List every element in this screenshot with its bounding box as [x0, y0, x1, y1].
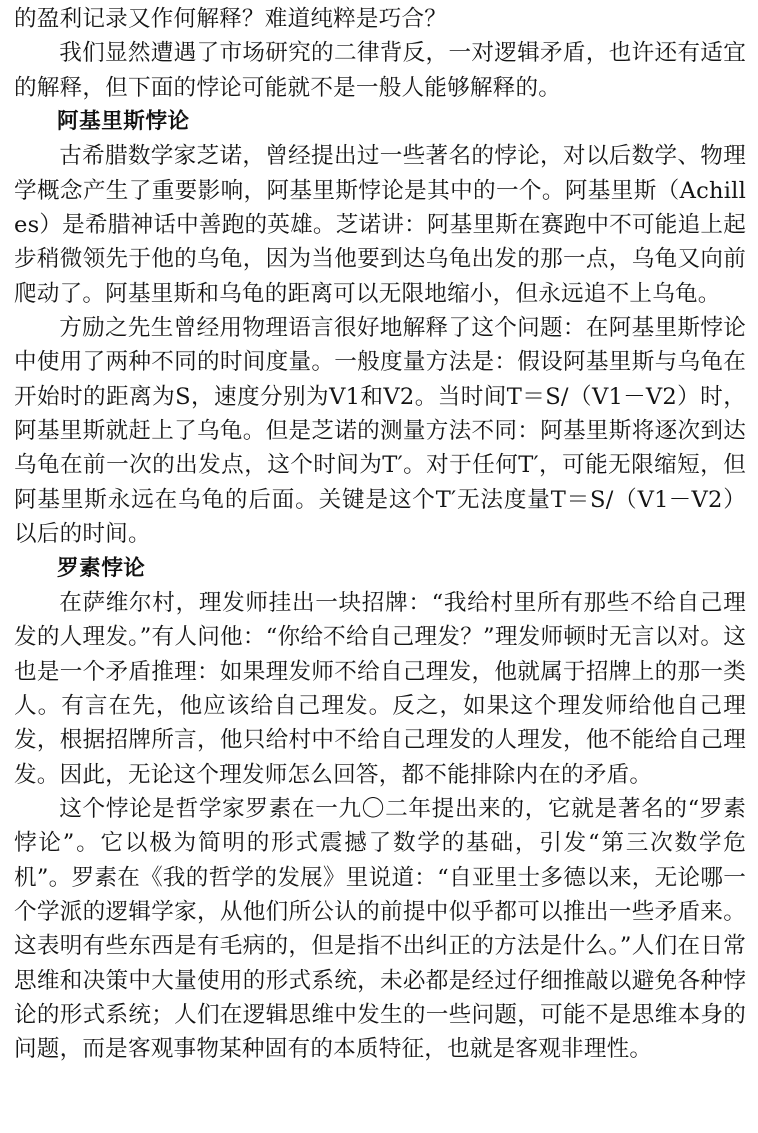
heading-achilles-paradox: 阿基里斯悖论: [57, 109, 190, 135]
paragraph-market-antinomy: 我们显然遭遇了市场研究的二律背反，一对逻辑矛盾，也许还有适宜的解释，但下面的悖论可能就不是一般人能够解释的。: [14, 40, 746, 101]
paragraph-zeno-achilles: 古希腊数学家芝诺，曾经提出过一些著名的悖论，对以后数学、物理学概念产生了重要影响，阿基里斯悖论是其中的一个。阿基里斯（Achilles）是希腊神话中善跑的英雄。芝诺讲：阿基里斯在赛跑中不可能追上起步稍微领先于他的乌龟，因为当他要到达乌龟出发的那一点，乌龟又向前爬动了。阿基里斯和乌龟的距离可以无限地缩小，但永远追不上乌龟。: [14, 143, 746, 307]
heading-russell-paradox: 罗素悖论: [57, 555, 146, 581]
paragraph-barber-story: 在萨维尔村，理发师挂出一块招牌：“我给村里所有那些不给自己理发的人理发。”有人问他：“你给不给自己理发？”理发师顿时无言以对。这也是一个矛盾推理：如果理发师不给自己理发，他就属于招牌上的那一类人。有言在先，他应该给自己理发。反之，如果这个理发师给他自己理发，根据招牌所言，他只给村中不给自己理发的人理发，他不能给自己理发。因此，无论这个理发师怎么回答，都不能排除内在的矛盾。: [14, 589, 746, 788]
paragraph-continuation: 的盈利记录又作何解释？难道纯粹是巧合？: [14, 6, 448, 32]
paragraph-fang-lizhi-explanation: 方励之先生曾经用物理语言很好地解释了这个问题：在阿基里斯悖论中使用了两种不同的时间度量。一般度量方法是：假设阿基里斯与乌龟在开始时的距离为S，速度分别为V1和V2。当时间T＝S/（V1－V2）时，阿基里斯就赶上了乌龟。但是芝诺的测量方法不同：阿基里斯将逐次到达乌龟在前一次的出发点，这个时间为T′。对于任何T′，可能无限缩短，但阿基里斯永远在乌龟的后面。关键是这个T′无法度量T＝S/（V1－V2）以后的时间。: [14, 315, 746, 548]
paragraph-russell-history: 这个悖论是哲学家罗素在一九〇二年提出来的，它就是著名的“罗素悖论”。它以极为简明的形式震撼了数学的基础，引发“第三次数学危机”。罗素在《我的哲学的发展》里说道：“自亚里士多德以来，无论哪一个学派的逻辑学家，从他们所公认的前提中似乎都可以推出一些矛盾来。这表明有些东西是有毛病的，但是指不出纠正的方法是什么。”人们在日常思维和决策中大量使用的形式系统，未必都是经过仔细推敲以避免各种悖论的形式系统；人们在逻辑思维中发生的一些问题，可能不是思维本身的问题，而是客观事物某种固有的本质特征，也就是客观非理性。: [14, 795, 746, 1063]
